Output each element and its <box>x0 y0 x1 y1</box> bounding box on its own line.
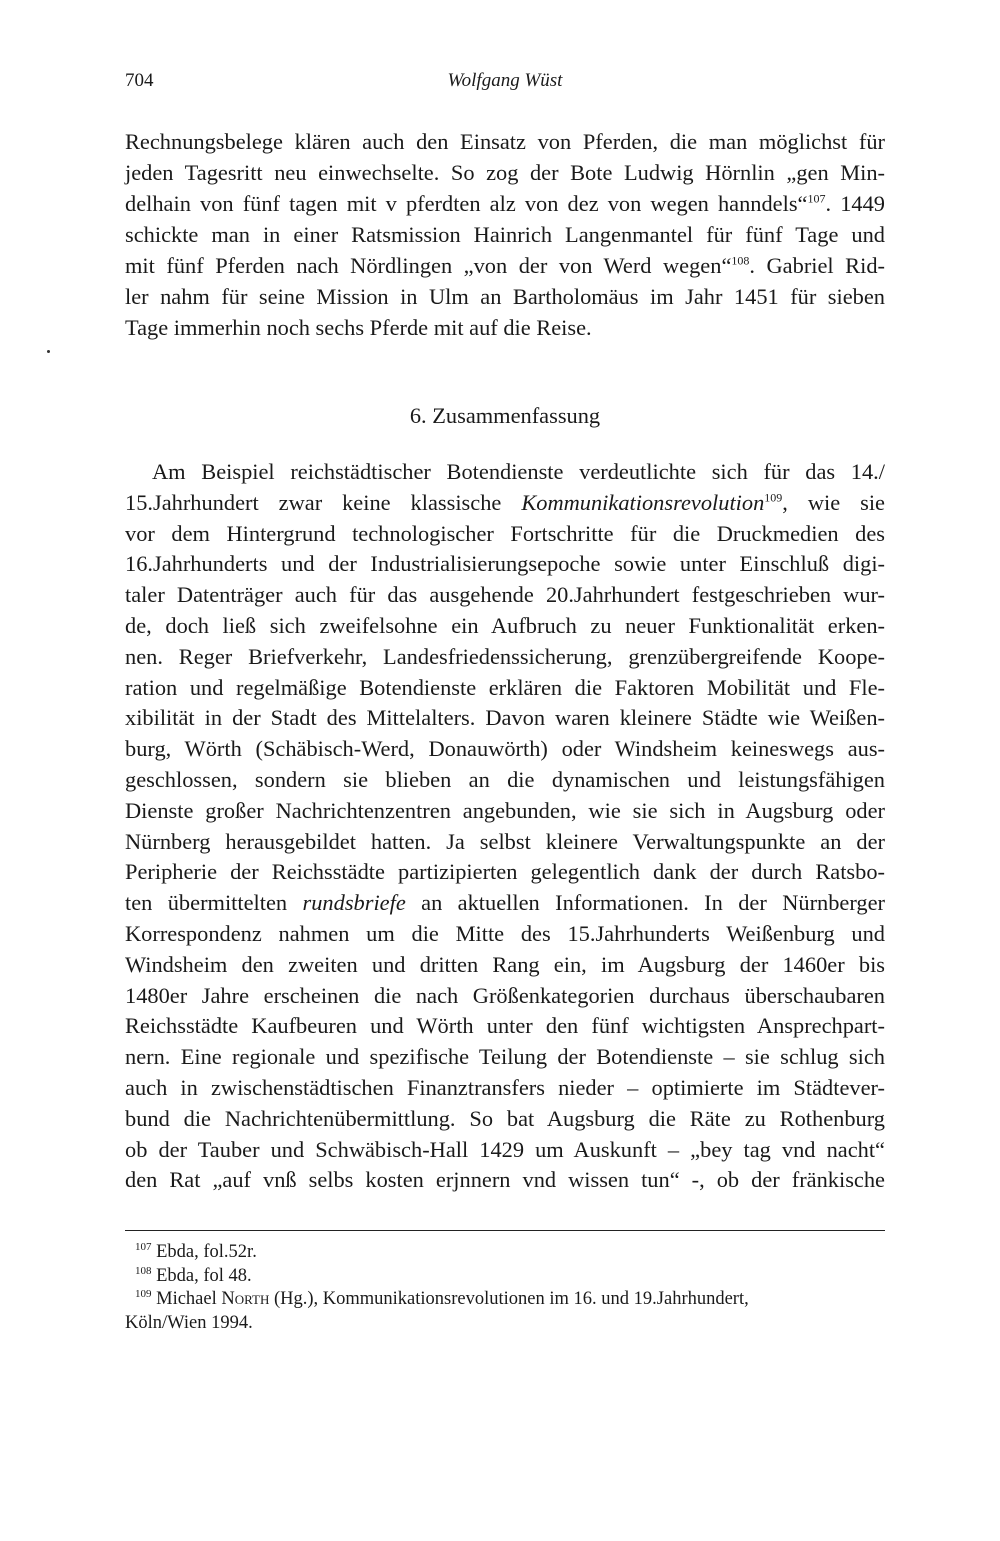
paragraph-2-line <box>125 828 885 856</box>
line-text: . Gabriel Rid- <box>749 253 885 278</box>
paragraph-2-line <box>125 858 885 886</box>
line-text: , wie sie <box>782 489 885 515</box>
italic-text: Kommunikationsrevolution <box>521 489 765 515</box>
paragraph-2-line <box>152 458 885 486</box>
paragraph-2-line <box>125 1105 885 1133</box>
line-text: geschlossen, sondern sie blieben an die dynamischen und leistungsfähigen <box>125 767 885 792</box>
line-text: 1480er Jahre erscheinen die nach Größenkategorien durchaus überschaubaren <box>125 982 885 1008</box>
footnote-ref: 107 <box>807 191 826 206</box>
footnote-text: Ebda, fol.52r. <box>151 1242 257 1262</box>
paragraph-2-line <box>125 1074 885 1102</box>
paragraph-2-line <box>125 1136 885 1164</box>
line-text: nern. Eine regionale und spezifische Teilung der Botendienste – sie schlug sich <box>125 1044 885 1070</box>
italic-text: rundsbriefe <box>302 890 406 916</box>
page-number: 704 <box>125 70 154 91</box>
paragraph-2-line <box>125 766 885 794</box>
paragraph-1-line <box>125 221 885 249</box>
line-text: ler nahm für seine Mission in Ulm an Bartholomäus im Jahr 1451 für sieben <box>125 284 885 309</box>
paragraph-1-line <box>125 128 885 156</box>
line-text: burg, Wörth (Schäbisch-Werd, Donauwörth) oder Windsheim keineswegs aus- <box>125 736 885 762</box>
line-text: Peripherie der Reichsstädte partizipierten gelegentlich dank der durch Ratsbo- <box>125 859 885 885</box>
line-text: Windsheim den zweiten und dritten Rang ein, im Augsburg der 1460er bis <box>125 951 885 977</box>
footnote <box>125 1312 885 1334</box>
paragraph-2-line <box>125 674 885 702</box>
footnote-text: Ebda, fol 48. <box>151 1265 252 1286</box>
line-text: delhain von fünf tagen mit v pferdten alz von dez von wegen hanndels“ <box>125 191 808 216</box>
line-text: ration und regelmäßige Botendienste erklären die Faktoren Mobilität und Fle- <box>125 674 885 700</box>
paragraph-1-line <box>125 314 885 342</box>
paragraph-2-line <box>125 951 885 979</box>
paragraph-2-line <box>125 1043 885 1071</box>
line-text: bund die Nachrichtenübermittlung. So bat Augsburg die Räte zu Rothenburg <box>125 1105 885 1131</box>
footnote <box>135 1241 885 1263</box>
paragraph-2-line <box>125 889 885 917</box>
line-text: ten übermittelten <box>125 890 303 916</box>
page-header <box>125 70 885 100</box>
line-text: Reichsstädte Kaufbeuren und Wörth unter den fünf wichtigsten Ansprechpart- <box>125 1013 885 1039</box>
scan-speck <box>47 350 50 353</box>
line-text: xibilität in der Stadt des Mittelalters. Davon waren kleinere Städte wie Weißen- <box>125 705 885 731</box>
paragraph-2-line <box>125 520 885 548</box>
line-text: Am Beispiel reichstädtischer Botendienste verdeutlichte sich für das 14./ <box>152 459 885 484</box>
line-text: auch in zwischenstädtischen Finanztransfers nieder – optimierte im Städtever- <box>125 1075 885 1100</box>
paragraph-2-line <box>125 643 885 671</box>
line-text: 16.Jahrhunderts und der Industrialisierungsepoche sowie unter Einschluß digi- <box>125 551 885 577</box>
paragraph-2-line <box>125 581 885 609</box>
line-text: vor dem Hintergrund technologischer Fortschritte für die Druckmedien des <box>125 520 885 546</box>
footnote-rule <box>125 1230 885 1231</box>
footnote-text: Michael <box>151 1289 222 1309</box>
line-text: Dienste großer Nachrichtenzentren angebunden, wie sie sich in Augsburg oder <box>125 797 885 823</box>
paragraph-2-line <box>125 550 885 578</box>
line-text: Nürnberg herausgebildet hatten. Ja selbst kleinere Verwaltungspunkte an der <box>125 828 885 854</box>
line-text: jeden Tagesritt neu einwechselte. So zog der Bote Ludwig Hörnlin „gen Min- <box>125 160 885 185</box>
paragraph-2-line <box>125 797 885 825</box>
line-text: Rechnungsbelege klären auch den Einsatz von Pferden, die man möglichst für <box>125 129 885 154</box>
line-text: mit fünf Pferden nach Nördlingen „von der von Werd wegen“ <box>125 253 732 278</box>
paragraph-2-line <box>125 982 885 1010</box>
paragraph-2-line <box>125 489 885 517</box>
section-heading: 6. Zusammenfassung <box>409 403 601 428</box>
paragraph-1-line <box>125 159 885 187</box>
paragraph-1-line <box>125 190 885 218</box>
author-name: North <box>221 1289 270 1309</box>
paragraph-2-line <box>125 1012 885 1040</box>
footnote-number: 109 <box>135 1287 152 1300</box>
line-text: ob der Tauber und Schwäbisch-Hall 1429 um Auskunft – „bey tag vnd nacht“ <box>125 1136 885 1162</box>
line-text: Korrespondenz nahmen um die Mitte des 15.Jahrhunderts Weißenburg und <box>125 921 885 946</box>
paragraph-1-line <box>125 283 885 311</box>
line-text: de, doch ließ sich zweifelsohne ein Aufbruch zu neuer Funktionalität erken- <box>125 613 885 638</box>
line-text: an aktuellen Informationen. In der Nürnberger <box>405 890 885 916</box>
footnote-ref: 108 <box>731 253 750 268</box>
paragraph-2-line <box>125 704 885 732</box>
paragraph-2-line <box>125 735 885 763</box>
footnote-text: (Hg.), Kommunikationsrevolutionen im 16. und 19.Jahrhundert, <box>269 1289 749 1309</box>
line-text: nen. Reger Briefverkehr, Landesfriedenssicherung, grenzübergreifende Koope- <box>125 643 885 669</box>
paragraph-2-line <box>125 612 885 640</box>
footnote-number: 107 <box>135 1240 152 1253</box>
line-text: schickte man in einer Ratsmission Hainrich Langenmantel für fünf Tage und <box>125 222 885 247</box>
footnote <box>135 1288 885 1310</box>
line-text: 15.Jahrhundert zwar keine klassische <box>125 489 522 515</box>
running-head: Wolfgang Wüst <box>447 70 563 91</box>
line-text: Tage immerhin noch sechs Pferde mit auf die Reise. <box>125 315 592 340</box>
footnote <box>135 1265 885 1287</box>
line-text: taler Datenträger auch für das ausgehende 20.Jahrhundert festgeschrieben wur- <box>125 582 885 608</box>
line-text: . 1449 <box>825 191 885 216</box>
footnote-ref: 109 <box>764 490 783 505</box>
paragraph-2-line <box>125 920 885 948</box>
footnote-text: Köln/Wien 1994. <box>125 1312 253 1333</box>
line-text: den Rat „auf vnß selbs kosten erjnnern vnd wissen tun“ -, ob der fränkische <box>125 1167 885 1193</box>
footnote-number: 108 <box>135 1264 152 1277</box>
paragraph-1-line <box>125 252 885 280</box>
paragraph-2-line <box>125 1166 885 1194</box>
